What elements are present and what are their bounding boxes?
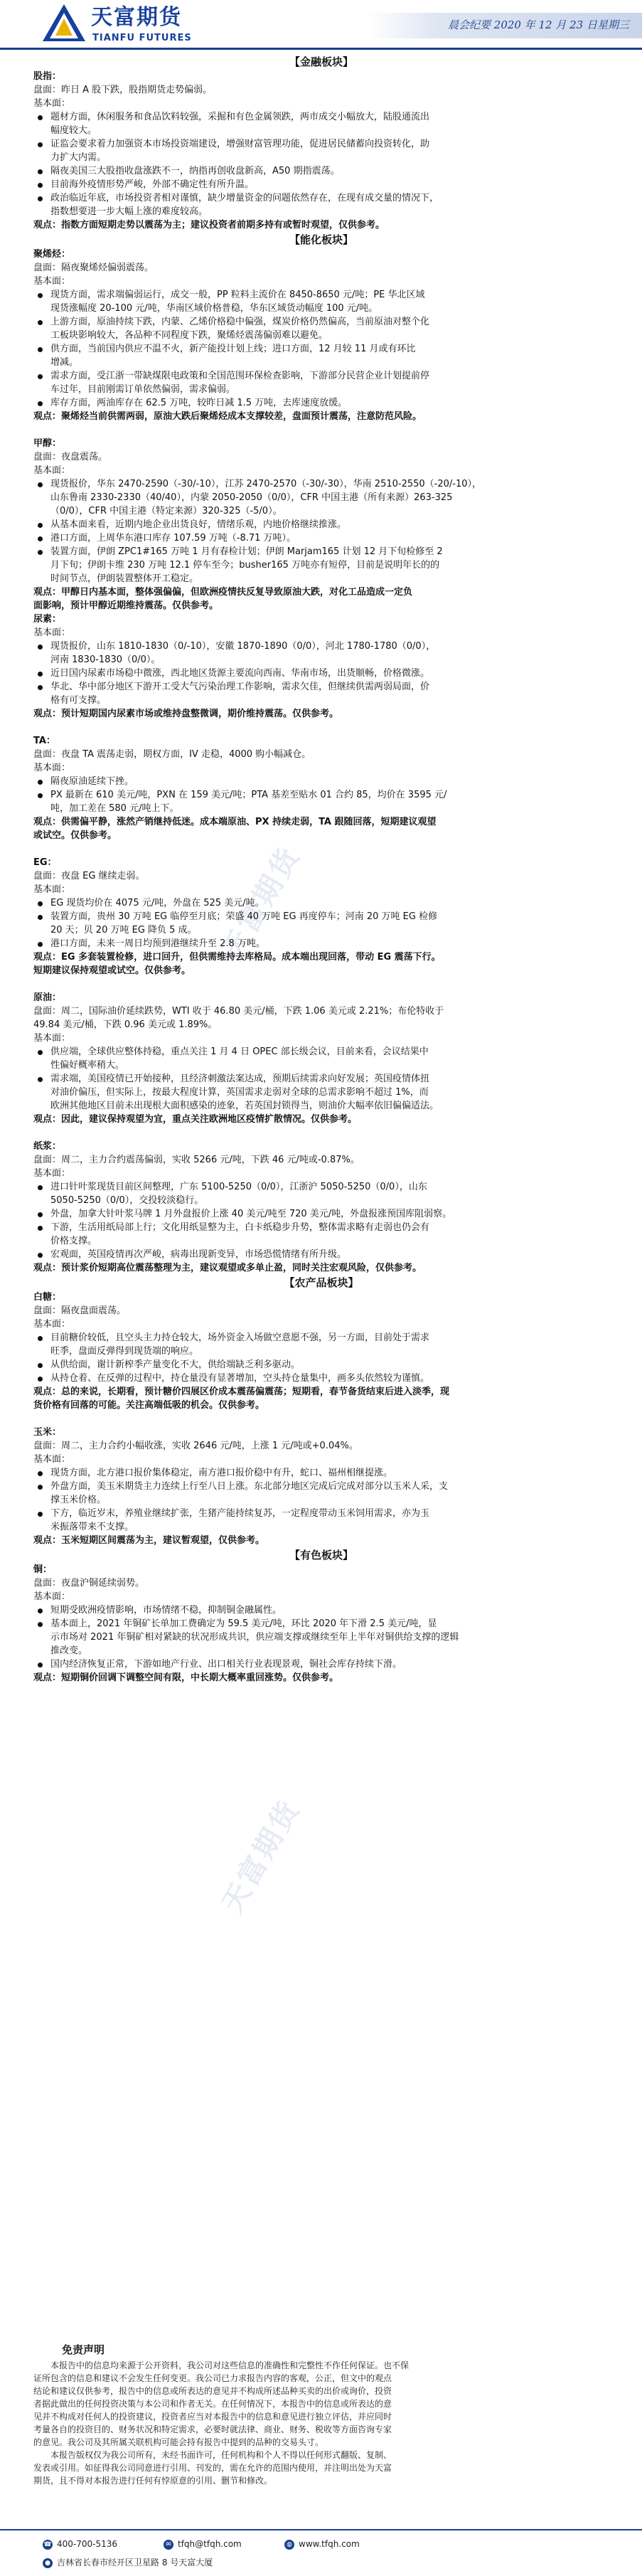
disclaimer-line: 结论和建议仅供参考，报告中的信息或所表达的意见并不构成所述品种买卖的出价或询价，投资 xyxy=(33,2386,392,2396)
text-line: 盘面：夜盘 TA 震荡走弱，期权方面，IV 走稳，4000 购小幅减仓。 xyxy=(33,749,311,760)
disclaimer xyxy=(33,2341,609,2487)
section-heading: 【农产品板块】 xyxy=(284,1276,359,1289)
text-line: 盘面：隔夜盘面震荡。 xyxy=(33,1305,127,1316)
bold-line: 甲醇： xyxy=(33,438,62,449)
bold-line: TA： xyxy=(33,736,55,746)
email-icon: ✉ xyxy=(164,2540,173,2550)
bold-line: 观点：指数方面短期走势以震荡为主；建议投资者前期多持有或暂时观望，仅供参考。 xyxy=(33,220,385,230)
bold-line: 铜： xyxy=(33,1564,53,1575)
text-line: 基本面： xyxy=(33,1591,71,1602)
text-line: 对油价偏压，但实际上，按最大程度计算，英国需求走弱对全球的总需求影响不超过 1%，而 xyxy=(50,1087,429,1098)
text-line: 幅度较大。 xyxy=(50,125,97,136)
disclaimer-line: 期货，且不得对本报告进行任何有悖原意的引用、删节和修改。 xyxy=(33,2476,273,2486)
bullet-item: 下方，临近岁末，养殖业继续扩张，生猪产能持续复苏，一定程度带动玉米饲用需求，亦为玉 xyxy=(33,1507,609,1520)
bullet-item: 外盘方面，美玉米期货主力连续上行至八日上涨。东北部分地区完成后完成对部分以玉米人采，支 xyxy=(33,1480,609,1493)
report-footer xyxy=(0,2529,642,2576)
spacer xyxy=(33,1412,609,1426)
watermark-logo xyxy=(215,1779,370,1949)
footer-email[interactable] xyxy=(164,2538,242,2551)
spacer xyxy=(33,721,609,734)
bold-line: 观点：供需偏平静，涨然产销继持低迷。成本端原油、PX 持续走弱，TA 跟随回落，短期建议观望 xyxy=(33,817,437,827)
bullet-item: 港口方面，未来一周日均预到港继续升至 2.8 万吨。 xyxy=(33,937,609,950)
bold-line: 玉米： xyxy=(33,1427,62,1438)
text-line: 基本面： xyxy=(33,1319,71,1330)
section-heading: 【金融板块】 xyxy=(289,55,353,68)
website-url[interactable]: www.tfqh.com xyxy=(299,2539,360,2549)
disclaimer-line: 发表或引用。如征得我公司同意进行引用、刊发的，需在允许的范围内使用，并注明出处为天富 xyxy=(33,2463,392,2473)
text-line: 49.84 美元/桶，下跌 0.96 美元或 1.89%。 xyxy=(33,1019,218,1030)
disclaimer-line: 证所包含的信息和建议不会发生任何变更。我公司已力求报告内容的客观，公正，但文中的观点 xyxy=(33,2373,392,2383)
bold-line: 观点：预计短期国内尿素市场或维持盘整微调，期价维持震荡。仅供参考。 xyxy=(33,709,339,719)
text-line: 盘面：昨日 A 股下跌，股指期货走势偏弱。 xyxy=(33,85,213,95)
bold-line: 观点：短期铜价回调下调整空间有限，中长期大概率重回涨势。仅供参考。 xyxy=(33,1673,339,1683)
text-line: 时间节点，伊朗装置整体开工稳定。 xyxy=(50,573,199,584)
bold-line: 货价格有回落的可能。关注高端低吸的机会。仅供参考。 xyxy=(33,1400,265,1411)
bold-line: 观点：总的来说，长期看，预计糖价四展区价成本震荡偏震荡；短期看，春节备货结束后进入淡季，现 xyxy=(33,1387,450,1397)
bullet-item: 从基本面来看，近期内地企业出货良好，情绪乐观，内地价格继续推涨。 xyxy=(33,518,609,531)
bullet-item: 需求方面，受江浙一带缺煤限电政策和全国范围环保检查影响，下游部分民营企业计划提前停 xyxy=(33,369,609,383)
bold-line: 面影响，预计甲醇近期维持震荡。仅供参考。 xyxy=(33,600,219,611)
bullet-item: 隔夜美国三大股指收盘涨跌不一，纳指再创收盘新高，A50 期指震荡。 xyxy=(33,164,609,178)
spacer xyxy=(33,1126,609,1140)
address-text: 吉林省长春市经开区卫星路 8 号天富大厦 xyxy=(57,2558,213,2567)
text-line: 基本面： xyxy=(33,1168,71,1179)
watermark-text: 天富期货 xyxy=(215,1793,307,1919)
bullet-item: 进口针叶浆现货目前区间整理，广东 5100-5250（0/0），江浙沪 5050-5250（0/0），山东 xyxy=(33,1180,609,1194)
bold-line: 短期建议保持观望或试空。仅供参考。 xyxy=(33,965,191,976)
text-line: 示市场对 2021 年铜矿相对紧缺的状况形成共识，供应端支撑或继续至年上半年对铜供给支撑的逻辑 xyxy=(50,1632,459,1643)
text-line: 基本面： xyxy=(33,1033,71,1044)
bullet-item: 隔夜原油延续下挫。 xyxy=(33,775,609,788)
text-line: 盘面：周二，主力合约震荡偏弱，实收 5266 元/吨，下跌 46 元/吨或-0.87%。 xyxy=(33,1155,360,1165)
disclaimer-line: 者据此做出的任何投资决策与本公司和作者无关。在任何情况下，本报告中的信息或所表达的意 xyxy=(33,2399,392,2409)
bold-line: 观点：玉米短期区间震荡为主，建议暂观望，仅供参考。 xyxy=(33,1535,265,1546)
bold-line: 尿素： xyxy=(33,614,62,625)
bullet-item: 现货方面，北方港口报价集体稳定，南方港口报价稳中有升，蛇口、福州相继提涨。 xyxy=(33,1466,609,1480)
text-line: 盘面：隔夜聚烯烃偏弱震荡。 xyxy=(33,263,154,273)
brand-name-cn: 天富期货 xyxy=(91,5,182,30)
bullet-item: 现货方面，需求端偏弱运行，成交一般，PP 粒料主流价在 8450-8650 元/吨；PE 华北区域 xyxy=(33,288,609,302)
text-line: 基本面： xyxy=(33,763,71,773)
text-line: 基本面： xyxy=(33,276,71,287)
bullet-item: 供方面，当前国内供应不温不火，新产能投计划上线；进口方面，12 月较 11 月或有环比 xyxy=(33,342,609,356)
bold-line: 股指： xyxy=(33,71,62,82)
bold-line: 观点：因此，建议保持观望为宜，重点关注欧洲地区疫情扩散情况。仅供参考。 xyxy=(33,1114,358,1125)
tianfu-logo-icon xyxy=(41,3,87,43)
footer-website[interactable] xyxy=(284,2538,360,2551)
bullet-item: 政治临近年底，市场投资者相对谨慎，缺少增量资金的问题依然存在，在现有成交量的情况下， xyxy=(33,191,609,205)
bullet-item: 现货报价，华东 2470-2590（-30/-10），江苏 2470-2570（-30/-30），华南 2510-2550（-20/-10）， xyxy=(33,477,609,491)
bullet-item: 国内经济恢复正常，下游如地产行业、出口相关行业表现景观，铜社会库存持续下滑。 xyxy=(33,1658,609,1671)
bullet-item: PX 最新在 610 美元/吨，PXN 在 159 美元/吨；PTA 基差至贴水 01 合约 85，均价在 3595 元/ xyxy=(33,788,609,802)
bold-line: 聚烯烃： xyxy=(33,249,71,260)
bullet-item: 从持仓着、在反弹的过程中，持仓量没有显著增加，空头持仓量集中，画多头依然较为谨慎。 xyxy=(33,1372,609,1385)
bold-line: 或试空。仅供参考。 xyxy=(33,830,117,841)
bullet-item: 宏观面，英国疫情再次严峻，病毒出现新变异，市场恐慌情绪有所升级。 xyxy=(33,1248,609,1261)
text-line: 基本面： xyxy=(33,465,71,476)
text-line: 现货涨幅度 20-100 元/吨，华南区域价格普稳，华东区域货动幅度 100 元/吨。 xyxy=(50,303,378,314)
text-line: 旺季，盘面反弹得到现货端的响应。 xyxy=(50,1346,199,1357)
bullet-item: 基本面上，2021 年铜矿长单加工费确定为 59.5 美元/吨，环比 2020 年下滑 2.5 美元/吨，显 xyxy=(33,1617,609,1631)
bullet-item: 近日国内尿素市场稳中微涨，西北地区货源主要流向西南、华南市场，出货顺畅，价格微涨。 xyxy=(33,667,609,680)
location-pin-icon: ● xyxy=(43,2558,53,2568)
disclaimer-title: 免责声明 xyxy=(62,2343,105,2356)
email-address[interactable]: tfqh@tfqh.com xyxy=(178,2539,242,2549)
brand-name-en: TIANFU FUTURES xyxy=(92,33,192,43)
bullet-item: 目前海外疫情形势严峻，外部不确定性有所升温。 xyxy=(33,178,609,191)
bullet-item: 供应端，全球供应整体持稳，重点关注 1 月 4 日 OPEC 部长级会议，目前来看，会议结果中 xyxy=(33,1045,609,1059)
bullet-item: 库存方面，两油库存在 62.5 万吨，较昨日减 1.5 万吨，去库速度放缓。 xyxy=(33,396,609,410)
bold-line: 观点：EG 多套装置检修，进口回升，但供需维持去库格局。成本端出现回落，带动 EG 震荡下行。 xyxy=(33,952,441,963)
bullet-item: 证监会要求着力加强资本市场投资端建设，增强财富管理功能，促进居民储蓄向投资转化，助 xyxy=(33,137,609,151)
text-line: 河南 1830-1830（0/0）。 xyxy=(50,654,161,665)
bullet-item: 上游方面，原油持续下跌，内蒙、乙烯价格稳中偏强，煤炭价格仍然偏高，当前原油对整个化 xyxy=(33,315,609,329)
bullet-item: 华北、华中部分地区下游开工受大气污染治理工作影响，需求欠佳，但继续供需两弱局面，价 xyxy=(33,680,609,694)
bullet-item: 外盘，加拿大针叶浆马牌 1 月外盘报价上涨 40 美元/吨至 720 美元/吨，外盘报涨预国库阻弱察。 xyxy=(33,1207,609,1221)
text-line: 盘面：夜盘沪铜延续弱势。 xyxy=(33,1578,145,1589)
globe-icon: ◍ xyxy=(284,2540,294,2550)
spacer xyxy=(33,423,609,437)
text-line: 吨，加工差在 580 元/吨上下。 xyxy=(50,803,179,814)
bullet-item: 短期受欧洲疫情影响，市场情绪不稳，抑制铜金融属性。 xyxy=(33,1604,609,1617)
text-line: 车过年，目前刚需订单依然偏弱，需求偏弱。 xyxy=(50,384,236,395)
text-line: 盘面：周二，主力合约小幅收涨，实收 2646 元/吨，上涨 1 元/吨或+0.04%。 xyxy=(33,1441,358,1451)
bold-line: 白糖： xyxy=(33,1292,62,1303)
bullet-item: 装置方面，伊朗 ZPC1#165 万吨 1 月有春检计划；伊朗 Marjam165 计划 12 月下旬检修至 2 xyxy=(33,545,609,558)
text-line: 20 天；贝 20 万吨 EG 降负 5 成。 xyxy=(50,925,197,935)
bold-line: 观点：预计浆价短期高位震荡整理为主，建议观望或多单止盈，同时关注宏观风险，仅供参考。 xyxy=(33,1263,422,1273)
disclaimer-text xyxy=(33,2359,609,2487)
spacer xyxy=(33,842,609,856)
disclaimer-line: 本报告版权仅为我公司所有，未经书面许可，任何机构和个人不得以任何形式翻版、复制、 xyxy=(33,2450,392,2460)
text-line: 欧洲其他地区目前未出现根大面积感染的迹象，若英国封锁得当，则油价大幅率依旧偏偏适法。 xyxy=(50,1101,439,1111)
bullet-item: 需求端，美国疫情已开始接种，且经济刺激法案达成，预期后续需求向好发展；英国疫情体扭 xyxy=(33,1072,609,1086)
section-heading: 【能化板块】 xyxy=(289,233,353,246)
watermark-text: 天富期货 xyxy=(215,840,307,965)
disclaimer-line: 的意见。我公司及其所属关联机构可能会持有报告中提到的品种的交易头寸。 xyxy=(33,2437,324,2447)
text-line: 性偏好概率稍大。 xyxy=(50,1060,125,1071)
text-line: 基本面： xyxy=(33,98,71,109)
text-line: 基本面： xyxy=(33,627,71,638)
text-line: 基本面： xyxy=(33,884,71,895)
disclaimer-line: 见并不构成对任何人的投资建议，投资者应当对本报告中的信息和意见进行独立评估，并应同时 xyxy=(33,2412,392,2422)
section-heading: 【有色板块】 xyxy=(289,1549,353,1562)
bullet-item: 题材方面，休闲服务和食品饮料较强，采掘和有色金属领跌，两市成交小幅放大，陆股通流出 xyxy=(33,110,609,124)
bullet-item: 目前糖价较低，且空头主力持仓较大，场外资金入场做空意愿不强，另一方面，目前处于需求 xyxy=(33,1331,609,1345)
text-line: 基本面： xyxy=(33,1454,71,1465)
footer-address xyxy=(43,2556,213,2570)
bold-line: 纸浆： xyxy=(33,1141,62,1152)
bullet-item: 装置方面，贵州 30 万吨 EG 临停至月底；荣盛 40 万吨 EG 再度停车；河南 20 万吨 EG 检修 xyxy=(33,910,609,923)
text-line: 盘面：周二，国际油价延续跌势，WTI 收于 46.80 美元/桶，下跌 1.06 美元或 2.21%；布伦特收于 xyxy=(33,1006,444,1017)
text-line: 山东鲁南 2330-2330（40/40），内蒙 2050-2050（0/0），CFR 中国主港（所有来源）263-325 xyxy=(50,492,453,503)
bold-line: 观点：聚烯烃当前供需两弱，原油大跌后聚烯烃成本支撑较差，盘面预计震荡，注意防范风险。 xyxy=(33,411,422,422)
text-line: 工板块影响较大，各品种不同程度下跌，聚烯烃震荡偏弱难以避免。 xyxy=(50,330,328,341)
footer-phone xyxy=(43,2538,117,2551)
text-line: 增减。 xyxy=(50,357,79,368)
text-line: 指数想要进一步大幅上涨的难度较高。 xyxy=(50,206,208,217)
text-line: 盘面：夜盘震荡。 xyxy=(33,452,108,462)
bold-line: 原油： xyxy=(33,992,62,1003)
report-date: 晨会纪要 2020 年 12 月 23 日星期三 xyxy=(448,18,629,31)
text-line: 撑玉米价格。 xyxy=(50,1495,107,1505)
text-line: 5050-5250（0/0），交投较淡稳行。 xyxy=(50,1195,204,1206)
phone-number: 400-700-5136 xyxy=(57,2539,118,2549)
bullet-item: 港口方面，上周华东港口库存 107.59 万吨（-8.71 万吨）。 xyxy=(33,531,609,545)
bullet-item: 从供给面，谢计新榨季产量变化不大，供给端缺乏利多驱动。 xyxy=(33,1358,609,1372)
text-line: 推改变。 xyxy=(50,1645,88,1656)
bullet-item: EG 现货均价在 4075 元/吨，外盘在 525 美元/吨。 xyxy=(33,896,609,910)
spacer xyxy=(33,977,609,991)
text-line: 价格支撑。 xyxy=(50,1236,97,1246)
text-line: 米振落带来不支撑。 xyxy=(50,1522,134,1532)
report-header xyxy=(0,0,642,50)
disclaimer-line: 本报告中的信息均来源于公开资料，我公司对这些信息的准确性和完整性不作任何保证。也不保 xyxy=(33,2360,410,2370)
bold-line: EG： xyxy=(33,857,57,868)
bold-line: 观点：甲醇日内基本面，整体强偏偏，但欧洲疫情扶反复导致原油大跌，对化工品造成一定负 xyxy=(33,587,413,598)
phone-icon: ☎ xyxy=(43,2540,52,2548)
text-line: 格有可支撑。 xyxy=(50,695,107,706)
text-line: 月下旬；伊朗卡维 230 万吨 12.1 停车至今；busher165 万吨亦有短停，目前是说明年长的的 xyxy=(50,560,440,571)
text-line: 力扩大内需。 xyxy=(50,152,107,163)
bullet-item: 现货报价，山东 1810-1830（0/-10），安徽 1870-1890（0/0），河北 1780-1780（0/0）， xyxy=(33,640,609,653)
bullet-item: 下游，生活用纸局部上行；文化用纸显整为主，白卡纸稳步升势，整体需求略有走弱也仍会有 xyxy=(33,1221,609,1234)
text-line: 盘面：夜盘 EG 继续走弱。 xyxy=(33,871,145,881)
report-body xyxy=(33,54,609,1685)
disclaimer-line: 考量各自的投资目的、财务状况和特定需求，必要时就法律、商业、财务、税收等方面咨询专家 xyxy=(33,2424,392,2434)
text-line: （0/0），CFR 中国主港（特定来源）320-325（-5/0）。 xyxy=(50,506,282,516)
